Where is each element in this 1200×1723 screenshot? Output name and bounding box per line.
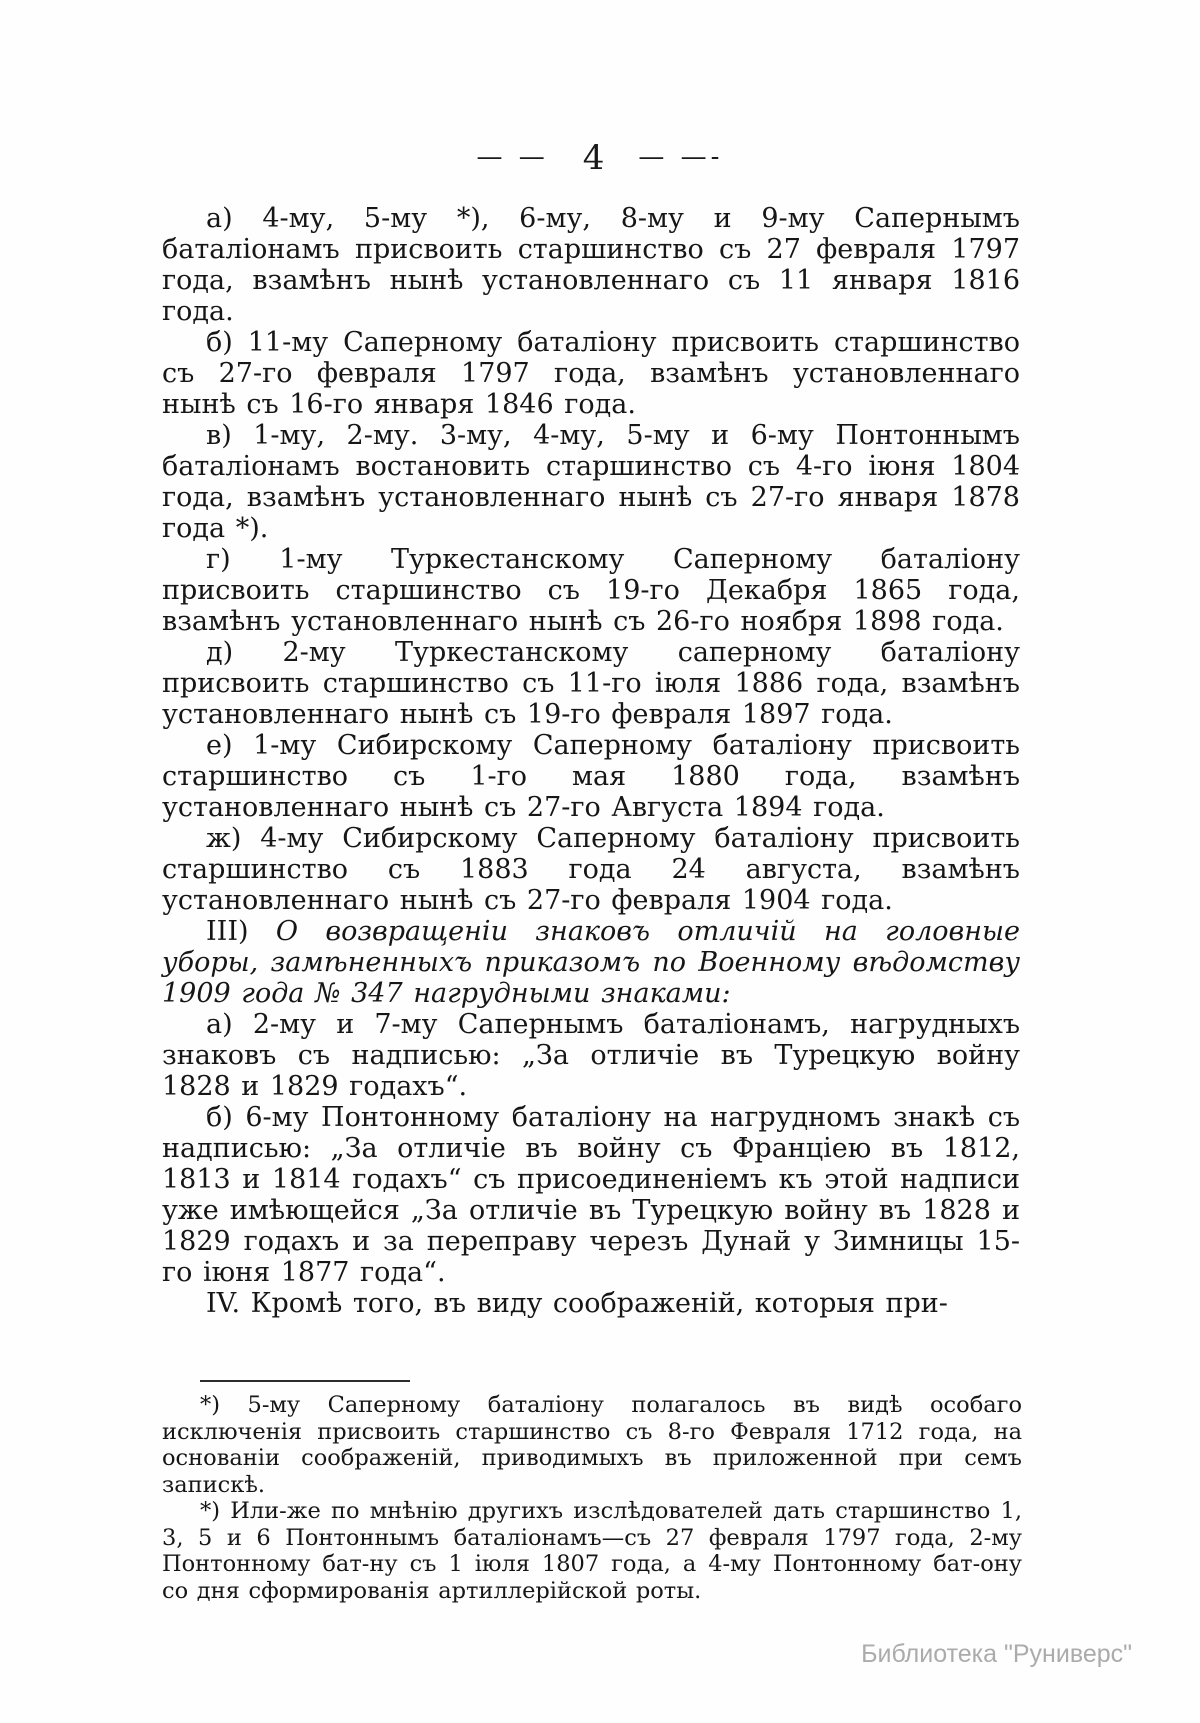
header-dash-right: — —-: [638, 142, 724, 172]
paragraph: [162, 203, 1020, 327]
paragraph: [162, 1009, 1020, 1102]
text: б) 6-му Понтонному баталіону на нагрудномъ знакѣ съ надписью: „За отличіе въ войну съ Франціею въ 1812, 1813 и 1814 годахъ“ съ присоединеніемъ къ этой надписи уже имѣющейся „За отличіе въ Турецкую войну въ 1828 и 1829 годахъ и за переправу черезъ Дунай у Зимницы 15-го іюня 1877 года“.: [162, 1102, 1020, 1288]
italic-text: О возвращеніи знаковъ отличій на головные уборы, замѣненныхъ приказомъ по Военному вѣдомству 1909 года № 347 нагрудными знаками:: [162, 916, 1020, 1009]
footnote: [162, 1498, 1022, 1604]
paragraph: [162, 730, 1020, 823]
footnote: [162, 1392, 1022, 1498]
footnotes-block: [162, 1392, 1022, 1604]
document-body: [162, 203, 1020, 1319]
text: е) 1-му Сибирскому Саперному баталіону присвоить старшинство съ 1-го мая 1880 года, взамѣнъ установленнаго нынѣ съ 27-го Августа 1894 года.: [162, 730, 1020, 823]
text: д) 2-му Туркестанскому саперному баталіону присвоить старшинство съ 11-го іюля 1886 года, взамѣнъ установленнаго нынѣ съ 19-го февраля 1897 года.: [162, 637, 1020, 730]
paragraph: [162, 916, 1020, 1009]
text: а) 4-му, 5-му *), 6-му, 8-му и 9-му Сапернымъ баталіонамъ присвоить старшинство съ 27 февраля 1797 года, взамѣнъ нынѣ установленнаго съ 11 января 1816 года.: [162, 203, 1020, 327]
text: г) 1-му Туркестанскому Саперному баталіону присвоить старшинство съ 19-го Декабря 1865 года, взамѣнъ установленнаго нынѣ съ 26-го ноября 1898 года.: [162, 544, 1020, 637]
text: ж) 4-му Сибирскому Саперному баталіону присвоить старшинство съ 1883 года 24 августа, взамѣнъ установленнаго нынѣ съ 27-го февраля 1904 года.: [162, 823, 1020, 916]
paragraph: [162, 637, 1020, 730]
paragraph: [162, 327, 1020, 420]
text: б) 11-му Саперному баталіону присвоить старшинство съ 27-го февраля 1797 года, взамѣнъ установленнаго нынѣ съ 16-го января 1846 года.: [162, 327, 1020, 420]
paragraph: [162, 420, 1020, 544]
page-number: 4: [582, 138, 605, 178]
paragraph: [162, 823, 1020, 916]
page-header: [0, 138, 1200, 178]
paragraph: [162, 544, 1020, 637]
library-watermark: Библиотека "Руниверс": [861, 1640, 1132, 1668]
text: *) Или-же по мнѣнію другихъ изслѣдователей дать старшинство 1, 3, 5 и 6 Понтоннымъ баталіонамъ—съ 27 февраля 1797 года, 2-му Понтонному бат-ну съ 1 іюля 1807 года, а 4-му Понтонному бат-ону со дня сформированія артиллерійской роты.: [162, 1498, 1022, 1604]
text: в) 1-му, 2-му. 3-му, 4-му, 5-му и 6-му Понтоннымъ баталіонамъ востановить старшинство съ 4-го іюня 1804 года, взамѣнъ установленнаго нынѣ съ 27-го января 1878 года *).: [162, 420, 1020, 544]
text: а) 2-му и 7-му Сапернымъ баталіонамъ, нагрудныхъ знаковъ съ надписью: „За отличіе въ Турецкую войну 1828 и 1829 годахъ“.: [162, 1009, 1020, 1102]
paragraph: [162, 1102, 1020, 1288]
header-dash-left: — —: [476, 142, 549, 172]
text: IV. Кромѣ того, въ виду соображеній, которыя при-: [206, 1288, 948, 1319]
paragraph: [162, 1288, 1020, 1319]
text: III): [206, 916, 276, 947]
text: *) 5-му Саперному баталіону полагалось въ видѣ особаго исключенія присвоить старшинство съ 8-го Февраля 1712 года, на основаніи соображеній, приводимыхъ въ приложенной при семъ запискѣ.: [162, 1392, 1022, 1498]
footnote-separator: [200, 1380, 410, 1382]
